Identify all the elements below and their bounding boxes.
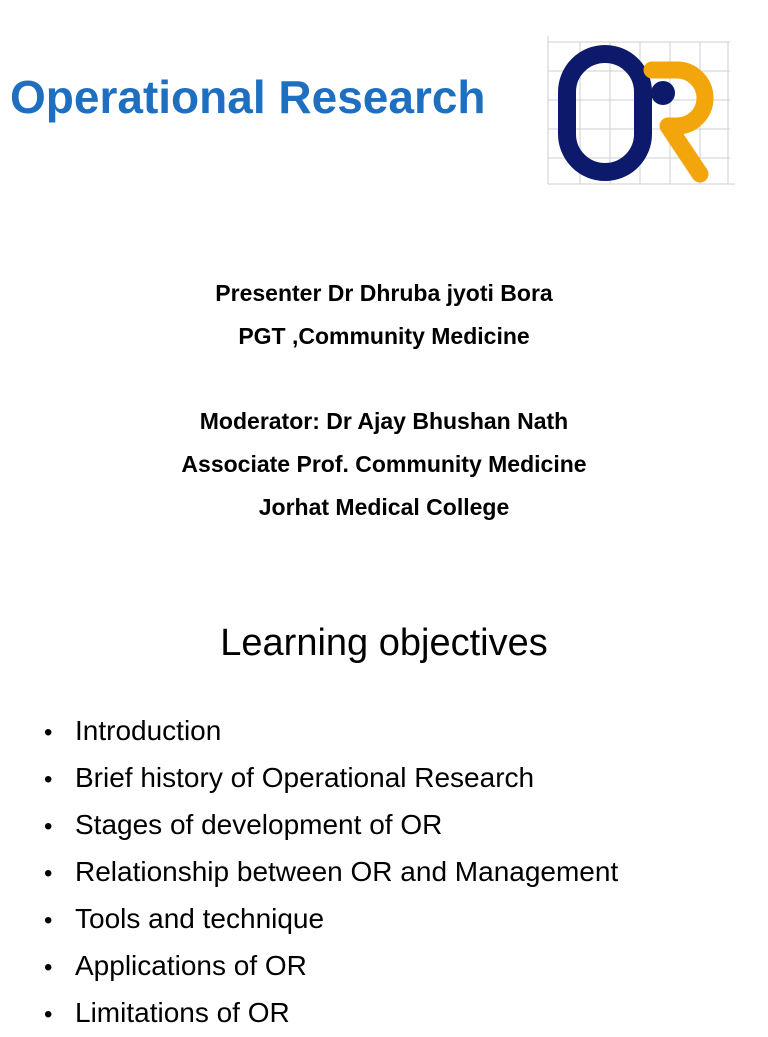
- list-item: [44, 849, 618, 896]
- logo-dot: [651, 81, 675, 105]
- list-item: [44, 708, 618, 755]
- bullet-icon: •: [44, 719, 53, 746]
- list-item-text: Stages of development of OR: [75, 809, 443, 840]
- list-item: [44, 943, 618, 990]
- list-item-text: Limitations of OR: [75, 997, 290, 1028]
- objectives-list: [44, 708, 618, 1037]
- list-item-text: Introduction: [75, 715, 222, 746]
- bullet-icon: •: [44, 813, 53, 840]
- objectives-heading: Learning objectives: [220, 622, 548, 664]
- moderator-block: [0, 400, 768, 529]
- list-item: [44, 990, 618, 1037]
- bullet-icon: •: [44, 907, 53, 934]
- moderator-position: Associate Prof. Community Medicine: [181, 451, 587, 477]
- presenter-name: Presenter Dr Dhruba jyoti Bora: [215, 280, 553, 306]
- list-item-text: Applications of OR: [75, 950, 307, 981]
- bullet-icon: •: [44, 1001, 53, 1028]
- moderator-institution: Jorhat Medical College: [258, 494, 510, 520]
- list-item: [44, 755, 618, 802]
- moderator-name: Moderator: Dr Ajay Bhushan Nath: [199, 408, 569, 434]
- logo-letter-o: [567, 54, 643, 172]
- list-item-text: Relationship between OR and Management: [75, 856, 619, 887]
- bullet-icon: •: [44, 766, 53, 793]
- list-item: [44, 802, 618, 849]
- list-item-text: Brief history of Operational Research: [75, 762, 535, 793]
- list-item-text: Tools and technique: [75, 903, 325, 934]
- page-title: Operational Research: [10, 71, 486, 123]
- bullet-icon: •: [44, 954, 53, 981]
- presenter-position: PGT ,Community Medicine: [238, 323, 530, 349]
- presenter-block: [0, 272, 768, 358]
- list-item: [44, 896, 618, 943]
- bullet-icon: •: [44, 860, 53, 887]
- or-logo-icon: [540, 34, 740, 189]
